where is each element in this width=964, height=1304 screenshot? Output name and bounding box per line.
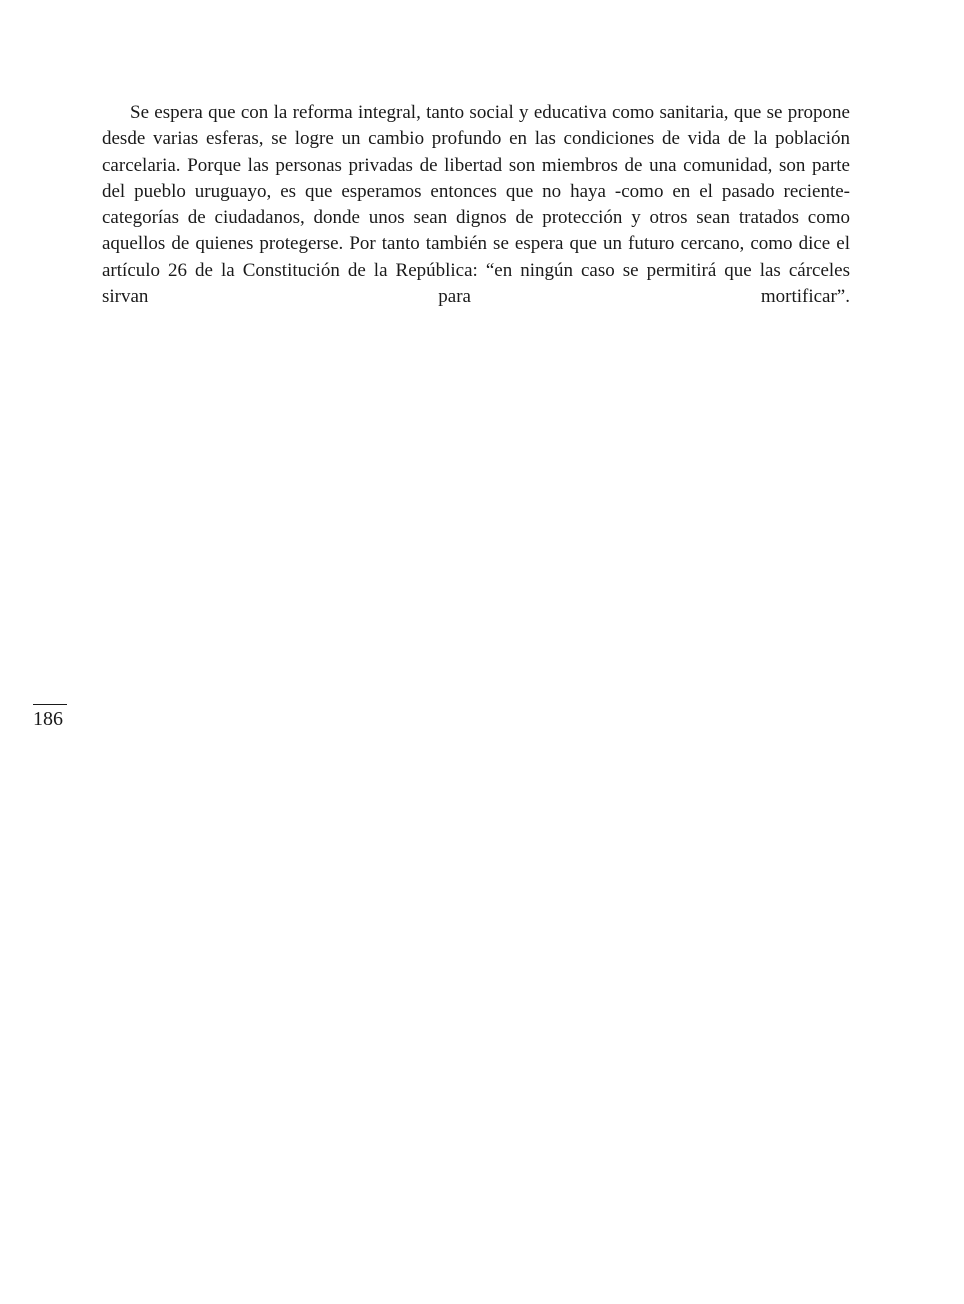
- page-number: 186: [33, 708, 63, 730]
- page-number-rule: [33, 704, 67, 705]
- body-text: [102, 100, 850, 310]
- paragraph: Se espera que con la reforma integral, tanto social y educativa como sanitaria, que se propone desde varias esferas, se logre un cambio profundo en las condiciones de vida de la población carcelaria. Porque las personas privadas de libertad son miembros de una comunidad, son parte del pueblo uruguayo, es que esperamos entonces que no haya -como en el pasado reciente- categorías de ciudadanos, donde unos sean dignos de protección y otros sean tratados como aquellos de quienes protegerse. Por tanto también se espera que un futuro cercano, como dice el artículo 26 de la Constitución de la República: “en ningún caso se permitirá que las cárceles sirvan para mortificar”.: [102, 102, 850, 308]
